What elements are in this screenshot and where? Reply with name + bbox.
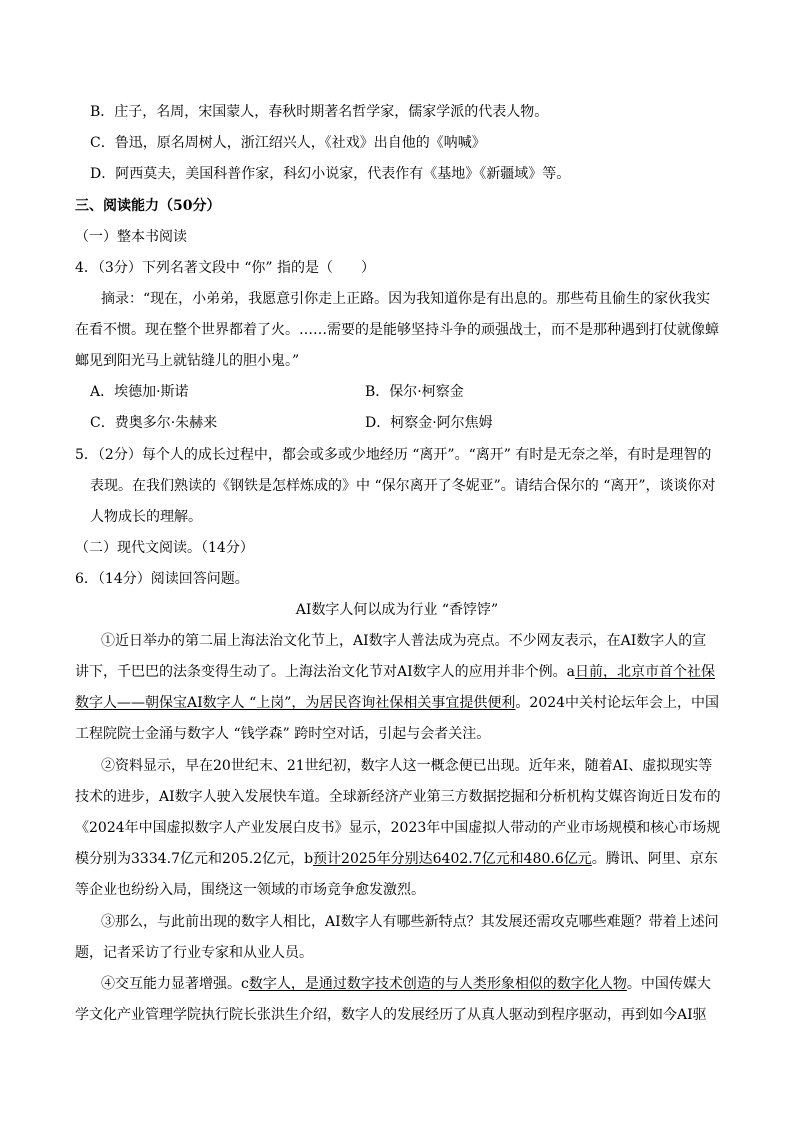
text-span: ④交互能力显著增强。c	[101, 976, 249, 992]
article-para-1-line: ①近日举办的第二届上海法治文化节上，AI数字人普法成为亮点。不少网友表示，在AI数字人的宣	[101, 633, 707, 649]
article-para-1-line	[75, 693, 719, 713]
section-title-reading: 三、阅读能力（50分）	[75, 198, 221, 214]
q4-excerpt-line: 螂见到阳光马上就钻缝儿的胆小鬼。”	[75, 353, 300, 369]
article-para-2-line: 技术的进步，AI数字人驶入发展快车道。全球新经济产业第三方数据挖掘和分析机构艾媒咨询近日发布的	[75, 789, 721, 805]
article-para-2-line	[75, 849, 718, 869]
option-c-luxun: C．鲁迅，原名周树人，浙江绍兴人，《社戏》出自他的《呐喊》	[90, 135, 486, 151]
article-para-3-line: 题，记者采访了行业专家和从业人员。	[75, 945, 313, 961]
underlined-sentence-a: 日前，北京市首个社保	[575, 664, 715, 680]
underlined-sentence-b: 预计2025年分别达6402.7亿元和480.6亿元	[313, 851, 592, 867]
article-title: AI数字人何以成为行业 “香饽饽”	[295, 602, 499, 618]
question-4-stem: 4．（3分）下列名著文段中 “你” 指的是（ ）	[75, 260, 376, 276]
text-span: 。腾讯、阿里、京东	[591, 851, 718, 867]
option-d-asimov: D．阿西莫夫，美国科普作家，科幻小说家，代表作有《基地》《新疆域》等。	[90, 166, 571, 182]
text-span: 。2024中关村论坛年会上，中国	[515, 695, 720, 711]
text-span: 讲下，千巴巴的法条变得生动了。上海法治文化节对AI数字人的应用并非个例。a	[75, 664, 575, 680]
text-span: 。中国传媒大	[626, 976, 711, 992]
article-para-3-line: ③那么，与此前出现的数字人相比，AI数字人有哪些新特点？其发展还需攻克哪些难题？带着上述问	[101, 914, 719, 930]
part-modern-text: （二）现代文阅读。（14分）	[75, 540, 254, 556]
article-para-4-line: 学文化产业管理学院执行院长张洪生介绍，数字人的发展经历了从真人驱动到程序驱动，再到如今AI驱	[75, 1007, 707, 1023]
underlined-sentence-a: 数字人——朝保宝AI数字人 “上岗”，为居民咨询社保相关事宜提供便利	[75, 695, 516, 711]
text-span: 模分别为3334.7亿元和205.2亿元，b	[75, 851, 314, 867]
question-6-stem: 6．（14分）阅读回答问题。	[75, 571, 249, 587]
question-5-line: 人物成长的理解。	[90, 509, 202, 525]
part-whole-book: （一）整本书阅读	[75, 229, 187, 245]
q4-option-c: C．费奥多尔·朱赫来	[90, 415, 218, 431]
article-para-4-line	[101, 974, 711, 994]
q4-option-d: D．柯察金·阿尔焦姆	[365, 415, 493, 431]
q4-excerpt-line: 在看不惯。现在整个世界都着了火。……需要的是能够坚持斗争的顽强战士，而不是那种遇到打仗就像蟑	[75, 322, 719, 338]
article-para-2-line: 等企业也纷纷入局，围绕这一领域的市场竞争愈发激烈。	[75, 882, 425, 898]
article-para-1-line	[75, 662, 715, 682]
question-5-line: 5．（2分）每个人的成长过程中，都会或多或少地经历 “离开”。“离开” 有时是无奈之举，有时是理智的	[75, 447, 712, 463]
option-b-zhuangzi: B．庄子，名周，宋国蒙人，春秋时期著名哲学家，儒家学派的代表人物。	[90, 104, 549, 120]
article-para-2-line: 《2024年中国虚拟数字人产业发展白皮书》显示，2023年中国虚拟人带动的产业市场规模和核心市场规	[75, 820, 721, 836]
q4-option-b: B．保尔·柯察金	[365, 384, 464, 400]
article-para-2-line: ②资料显示，早在20世纪末、21世纪初，数字人这一概念便已出现。近年来，随着AI、虚拟现实等	[101, 758, 713, 774]
question-5-line: 表现。在我们熟读的《钢铁是怎样炼成的》中 “保尔离开了冬妮亚”。请结合保尔的 “离开”，谈谈你对	[90, 478, 716, 494]
underlined-sentence-c: 数字人，是通过数字技术创造的与人类形象相似的数字化人物	[248, 976, 627, 992]
q4-excerpt-line: 摘录：“现在，小弟弟，我愿意引你走上正路。因为我知道你是有出息的。那些苟且偷生的家伙我实	[101, 291, 711, 307]
q4-option-a: A．埃德加·斯诺	[90, 384, 189, 400]
article-para-1-line: 工程院院士金涌与数字人 “钱学森” 跨时空对话，引起与会者关注。	[75, 726, 491, 742]
